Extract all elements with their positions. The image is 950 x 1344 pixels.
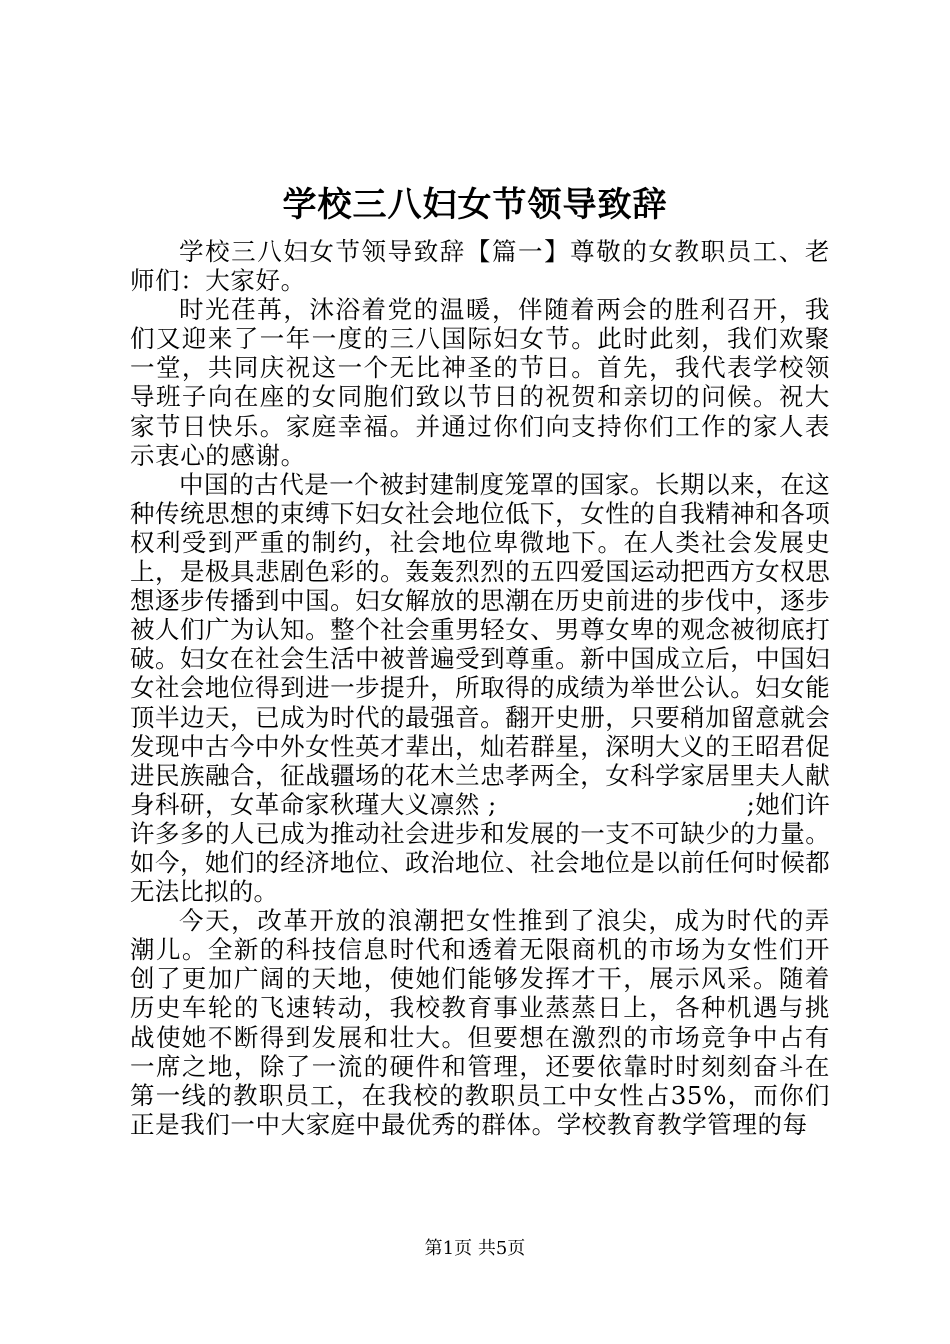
document-body: [130, 237, 830, 1139]
paragraph-opening: 时光荏苒，沐浴着党的温暖，伴随着两会的胜利召开，我们又迎来了一年一度的三八国际妇女节。此时此刻，我们欢聚一堂，共同庆祝这一个无比神圣的节日。首先，我代表学校领导班子向在座的女同胞们致以节日的祝贺和亲切的问候。祝大家节日快乐。家庭幸福。并通过你们向支持你们工作的家人表示衷心的感谢。: [130, 295, 830, 470]
paragraph-today: 今天，改革开放的浪潮把女性推到了浪尖，成为时代的弄潮儿。全新的科技信息时代和透着无限商机的市场为女性们开创了更加广阔的天地，使她们能够发挥才干，展示风采。随着历史车轮的飞速转动，我校教育事业蒸蒸日上，各种机遇与挑战使她不断得到发展和壮大。但要想在激烈的市场竞争中占有一席之地，除了一流的硬件和管理，还要依靠时时刻刻奋斗在第一线的教职员工，在我校的教职员工中女性占35%，而你们正是我们一中大家庭中最优秀的群体。学校教育教学管理的每: [130, 906, 830, 1139]
document-title: 学校三八妇女节领导致辞: [282, 185, 668, 225]
paragraph-history: 中国的古代是一个被封建制度笼罩的国家。长期以来，在这种传统思想的束缚下妇女社会地位低下，女性的自我精神和各项权利受到严重的制约，社会地位卑微地下。在人类社会发展史上，是极具悲剧色彩的。轰轰烈烈的五四爱国运动把西方女权思想逐步传播到中国。妇女解放的思潮在历史前进的步伐中，逐步被人们广为认知。整个社会重男轻女、男尊女卑的观念被彻底打破。妇女在社会生活中被普遍受到尊重。新中国成立后，中国妇女社会地位得到进一步提升，所取得的成绩为举世公认。妇女能顶半边天，已成为时代的最强音。翻开史册，只要稍加留意就会发现中古今中外女性英才辈出，灿若群星，深明大义的王昭君促进民族融合，征战疆场的花木兰忠孝两全，女科学家居里夫人献身科研，女革命家秋瑾大义凛然 ; ;她们许许多多的人已成为推动社会进步和发展的一支不可缺少的力量。如今，她们的经济地位、政治地位、社会地位是以前任何时候都无法比拟的。: [130, 469, 830, 907]
paragraph-greeting: 学校三八妇女节领导致辞【篇一】尊敬的女教职员工、老师们：大家好。: [130, 237, 830, 296]
page-number-footer: 第1页 共5页: [424, 1238, 526, 1259]
